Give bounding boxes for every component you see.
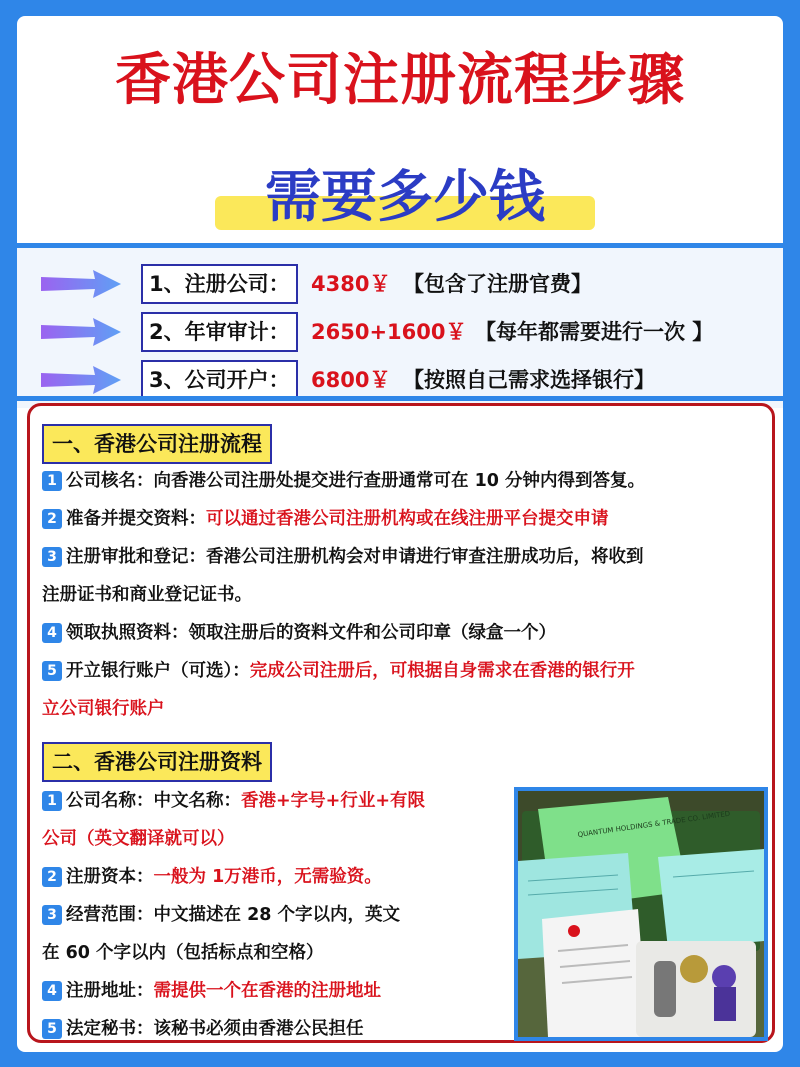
number-badge: 3 <box>42 905 62 925</box>
item-text: 香港+字号+行业+有限 <box>241 791 425 811</box>
number-badge: 4 <box>42 981 62 1001</box>
arrow-icon <box>39 316 123 348</box>
item-text: 向香港公司注册处提交进行查册通常可在 10 分钟内得到答复。 <box>153 471 646 491</box>
number-badge: 1 <box>42 471 62 491</box>
item-text: 可以通过香港公司注册机构或在线注册平台提交申请 <box>206 509 609 529</box>
list-item-continued: 在 60 个字以内（包括标点和空格） <box>42 943 324 963</box>
cost-label: 1、注册公司： <box>141 264 298 304</box>
section-heading-materials: 二、香港公司注册资料 <box>42 742 272 782</box>
item-label: 公司核名： <box>66 471 154 491</box>
arrow-icon <box>39 364 123 396</box>
cost-price: 6800￥ <box>311 368 391 392</box>
item-label: 开立银行账户（可选）： <box>66 661 250 681</box>
list-item <box>42 658 635 684</box>
item-label: 公司名称：中文名称： <box>66 791 241 811</box>
item-text: 香港公司注册机构会对申请进行审查注册成功后，将收到 <box>206 547 644 567</box>
document-kit-illustration <box>518 791 764 1037</box>
list-item <box>42 788 425 814</box>
cost-label: 2、年审审计： <box>141 312 298 352</box>
cost-note: 【包含了注册官费】 <box>403 272 592 296</box>
number-badge: 5 <box>42 1019 62 1039</box>
list-item <box>42 978 381 1004</box>
item-text: 该秘书必须由香港公民担任 <box>153 1019 364 1039</box>
list-item-continued: 注册证书和商业登记证书。 <box>42 585 252 605</box>
number-badge: 4 <box>42 623 62 643</box>
company-kit-photo <box>514 787 768 1041</box>
item-text: 一般为 1万港币，无需验资。 <box>153 867 382 887</box>
list-item-continued: 立公司银行账户 <box>42 699 165 719</box>
item-label: 法定秘书： <box>66 1019 154 1039</box>
cost-summary <box>17 248 783 408</box>
list-item <box>42 544 644 570</box>
item-text: 中文描述在 28 个字以内，英文 <box>153 905 401 925</box>
cost-label: 3、公司开户： <box>141 360 298 400</box>
cost-price: 4380￥ <box>311 272 391 296</box>
cost-row-3 <box>17 360 783 400</box>
page-subtitle: 需要多少钱 <box>265 165 545 230</box>
item-label: 注册资本： <box>66 867 154 887</box>
document-caption: QUANTUM HOLDINGS & TRADE CO. LIMITED <box>577 809 731 839</box>
list-item <box>42 864 382 890</box>
list-item <box>42 1016 364 1042</box>
page-title: 香港公司注册流程步骤 <box>115 48 685 113</box>
cost-note: 【按照自己需求选择银行】 <box>403 368 655 392</box>
number-badge: 3 <box>42 547 62 567</box>
item-text: 领取注册后的资料文件和公司印章（绿盒一个） <box>188 623 556 643</box>
item-text: 完成公司注册后，可根据自身需求在香港的银行开 <box>249 661 635 681</box>
list-item <box>42 902 400 928</box>
item-text: 需提供一个在香港的注册地址 <box>153 981 381 1001</box>
list-item <box>42 620 556 646</box>
subtitle-block <box>215 158 595 238</box>
list-item <box>42 506 609 532</box>
section-heading-process: 一、香港公司注册流程 <box>42 424 272 464</box>
cost-row-1 <box>17 264 783 304</box>
number-badge: 2 <box>42 867 62 887</box>
arrow-icon <box>39 268 123 300</box>
list-item-continued: 公司（英文翻译就可以） <box>42 829 235 849</box>
content-card <box>27 403 775 1043</box>
item-label: 准备并提交资料： <box>66 509 206 529</box>
cost-row-2 <box>17 312 783 352</box>
cost-note: 【每年都需要进行一次 】 <box>475 320 714 344</box>
item-label: 领取执照资料： <box>66 623 189 643</box>
item-label: 注册审批和登记： <box>66 547 206 567</box>
item-label: 经营范围： <box>66 905 154 925</box>
number-badge: 5 <box>42 661 62 681</box>
number-badge: 1 <box>42 791 62 811</box>
poster <box>17 16 783 1052</box>
item-label: 注册地址： <box>66 981 154 1001</box>
list-item <box>42 468 645 494</box>
cost-price: 2650+1600￥ <box>311 320 467 344</box>
bottom-divider <box>17 396 783 401</box>
number-badge: 2 <box>42 509 62 529</box>
